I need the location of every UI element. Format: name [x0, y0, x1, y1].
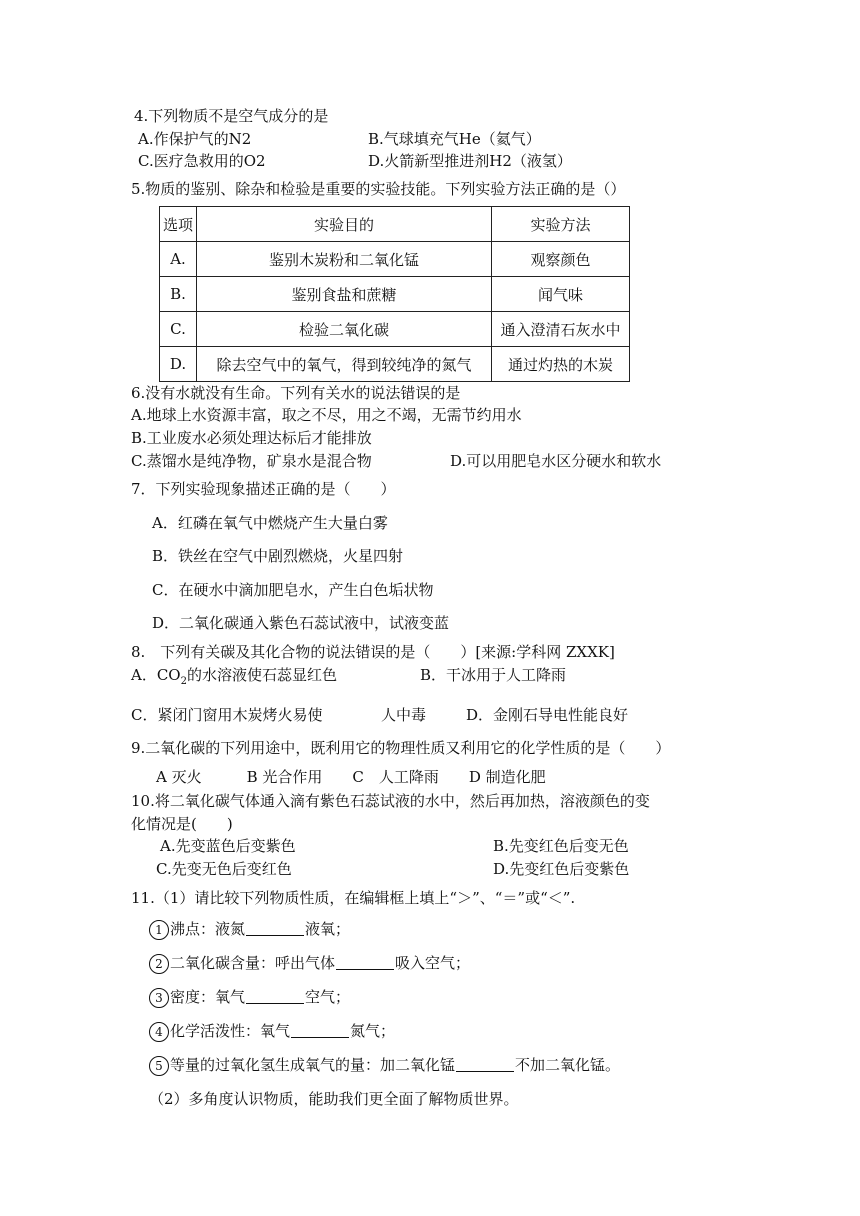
q10-option-d: D.先变红色后变紫色 [493, 860, 630, 878]
table-row [160, 277, 630, 312]
q8-a-sub: 2 [180, 676, 187, 687]
q10-stem-line2: 化情况是( ) [131, 815, 233, 833]
q10-option-b: B.先变红色后变无色 [493, 837, 629, 855]
q11-item-text: 沸点：液氮 [170, 920, 246, 938]
table-header: 选项 [160, 207, 197, 242]
q7-option-d: D．二氧化碳通入紫色石蕊试液中，试液变蓝 [152, 614, 450, 632]
q10-option-c: C.先变无色后变红色 [156, 860, 292, 878]
table-cell: 通入澄清石灰水中 [492, 312, 630, 347]
q10-option-a: A.先变蓝色后变紫色 [160, 837, 296, 855]
table-cell: D. [160, 347, 197, 382]
q11-stem: 11.（1）请比较下列物质性质，在编辑框上填上“＞”、“＝”或“＜”. [131, 889, 576, 907]
q8-option-c-cont: 人中毒 [381, 706, 427, 724]
q9-options: A 灭火 B 光合作用 C 人工降雨 D 制造化肥 [156, 768, 546, 786]
q11-item-text: 吸入空气； [395, 954, 471, 972]
q4-option-d: D.火箭新型推进剂H2（液氢） [368, 152, 572, 170]
q11-item-text: 氮气； [350, 1022, 396, 1040]
q5-stem: 5.物质的鉴别、除杂和检验是重要的实验技能。下列实验方法正确的是（） [131, 180, 626, 198]
table-cell: B. [160, 277, 197, 312]
q11-item-text: 液氧； [305, 920, 351, 938]
q5-table [159, 206, 630, 382]
q4-option-c: C.医疗急救用的O2 [138, 152, 266, 170]
q8-option-c: C．紧闭门窗用木炭烤火易使 [131, 706, 323, 724]
circled-number: 3 [149, 988, 169, 1008]
table-cell: 闻气味 [492, 277, 630, 312]
q6-option-c: C.蒸馏水是纯净物，矿泉水是混合物 [131, 452, 372, 470]
table-header: 实验方法 [492, 207, 630, 242]
q11-item-text: 不加二氧化锰。 [515, 1056, 621, 1074]
q6-option-a: A.地球上水资源丰富，取之不尽，用之不竭，无需节约用水 [131, 406, 522, 424]
q8-a-pre: A．CO [131, 666, 181, 684]
q4-option-a: A.作保护气的N2 [138, 130, 252, 148]
table-row [160, 312, 630, 347]
q11-item-5 [149, 1055, 620, 1076]
table-cell: 通过灼热的木炭 [492, 347, 630, 382]
q8-stem: 8. 下列有关碳及其化合物的说法错误的是（ ）[来源:学科网 ZXXK] [131, 643, 615, 661]
circled-number: 4 [149, 1022, 169, 1042]
q6-stem: 6.没有水就没有生命。下列有关水的说法错误的是 [131, 384, 461, 402]
answer-blank[interactable] [456, 1056, 514, 1072]
q11-item-text: 化学活泼性：氧气 [170, 1022, 291, 1040]
q11-item-2 [149, 953, 470, 974]
circled-number: 5 [149, 1056, 169, 1076]
table-cell: 检验二氧化碳 [197, 312, 492, 347]
q7-option-c: C．在硬水中滴加肥皂水，产生白色垢状物 [152, 581, 434, 599]
table-row [160, 347, 630, 382]
q7-option-a: A．红磷在氧气中燃烧产生大量白雾 [152, 514, 388, 532]
table-row [160, 242, 630, 277]
q11-item-text: 空气； [305, 988, 351, 1006]
q11-item-text: 二氧化碳含量：呼出气体 [170, 954, 336, 972]
q11-item-1 [149, 919, 350, 940]
answer-blank[interactable] [246, 920, 304, 936]
q11-item-text: 密度：氧气 [170, 988, 246, 1006]
table-header-row [160, 207, 630, 242]
q4-stem: 4.下列物质不是空气成分的是 [134, 107, 329, 125]
table-cell: 鉴别食盐和蔗糖 [197, 277, 492, 312]
circled-number: 2 [149, 954, 169, 974]
table-cell: 观察颜色 [492, 242, 630, 277]
q8-option-a [131, 665, 337, 692]
q11-item-4 [149, 1021, 395, 1042]
q11-item-text: 等量的过氧化氢生成氧气的量：加二氧化锰 [170, 1056, 456, 1074]
q11-item-3 [149, 987, 350, 1008]
q7-stem: 7．下列实验现象描述正确的是（ ） [131, 480, 396, 498]
q7-option-b: B．铁丝在空气中剧烈燃烧，火星四射 [152, 547, 404, 565]
table-cell: A. [160, 242, 197, 277]
q8-a-post: 的水溶液使石蕊显红色 [186, 666, 337, 684]
q8-option-d: D．金刚石导电性能良好 [466, 706, 629, 724]
answer-blank[interactable] [291, 1022, 349, 1038]
q10-stem-line1: 10.将二氧化碳气体通入滴有紫色石蕊试液的水中，然后再加热，溶液颜色的变 [131, 792, 650, 810]
q9-stem: 9.二氧化碳的下列用途中，既利用它的物理性质又利用它的化学性质的是（ ） [131, 739, 671, 757]
answer-blank[interactable] [336, 954, 394, 970]
table-cell: C. [160, 312, 197, 347]
table-cell: 除去空气中的氧气，得到较纯净的氮气 [197, 347, 492, 382]
q6-option-d: D.可以用肥皂水区分硬水和软水 [450, 452, 662, 470]
circled-number: 1 [149, 920, 169, 940]
q8-option-b: B．干冰用于人工降雨 [420, 666, 567, 684]
q4-option-b: B.气球填充气He（氦气） [368, 130, 541, 148]
table-header: 实验目的 [197, 207, 492, 242]
table-cell: 鉴别木炭粉和二氧化锰 [197, 242, 492, 277]
q6-option-b: B.工业废水必须处理达标后才能排放 [131, 429, 372, 447]
q11-part2: （2）多角度认识物质，能助我们更全面了解物质世界。 [149, 1090, 519, 1108]
answer-blank[interactable] [246, 988, 304, 1004]
